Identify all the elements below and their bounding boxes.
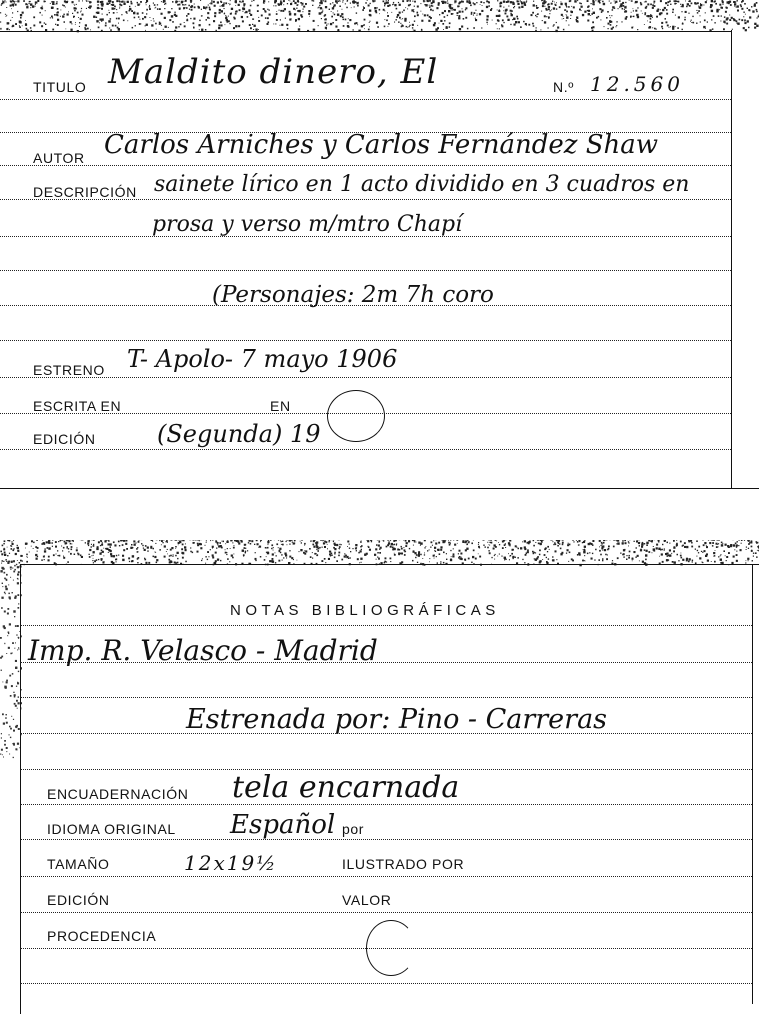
scan-noise-top: [0, 0, 759, 34]
en-label: EN: [270, 398, 291, 414]
numero-label: N.º: [553, 79, 574, 95]
titulo-label: TITULO: [33, 79, 87, 95]
ruled-line: [20, 983, 752, 984]
descripcion-label: DESCRIPCIÓN: [33, 184, 137, 200]
catalog-card-back: [0, 540, 759, 1028]
idioma-value: Español: [230, 810, 336, 840]
ruled-line: [0, 340, 731, 341]
idioma-label: IDIOMA ORIGINAL: [47, 821, 176, 837]
estreno-label: ESTRENO: [33, 362, 105, 378]
autor-label: AUTOR: [33, 150, 85, 166]
ruled-line: [0, 449, 731, 450]
card-frame-top: [20, 564, 759, 565]
ruled-line: [0, 377, 731, 378]
edicion-value: (Segunda) 19: [157, 420, 321, 448]
note-imprenta: Imp. R. Velasco - Madrid: [28, 634, 378, 667]
tamano-value: 12x19½: [184, 851, 278, 875]
encuadernacion-label: ENCUADERNACIÓN: [47, 786, 189, 802]
card-frame-left: [20, 564, 21, 1014]
numero-value: 12.560: [590, 72, 684, 96]
scan-noise-top: [0, 540, 759, 572]
card-frame-right: [752, 564, 753, 1004]
personajes-note: (Personajes: 2m 7h coro: [212, 282, 494, 308]
ruled-line: [0, 165, 731, 166]
edicion-label: EDICIÓN: [33, 431, 96, 447]
valor-label: VALOR: [342, 892, 392, 908]
procedencia-label: PROCEDENCIA: [47, 928, 157, 944]
por-label: por: [342, 821, 365, 837]
ruled-line: [20, 912, 752, 913]
escrita-en-label: ESCRITA EN: [33, 398, 122, 414]
blind-stamp-circle: [327, 390, 385, 442]
titulo-value: Maldito dinero, El: [108, 52, 439, 92]
tamano-label: TAMAÑO: [47, 856, 110, 872]
ruled-line: [20, 625, 752, 626]
autor-value: Carlos Arniches y Carlos Fernández Shaw: [104, 130, 659, 160]
ruled-line: [20, 876, 752, 877]
card-frame-top: [0, 31, 732, 32]
ruled-line: [20, 697, 752, 698]
descripcion-line-1: sainete lírico en 1 acto dividido en 3 cuadros en: [154, 172, 690, 197]
ilustrado-label: ILUSTRADO POR: [342, 856, 465, 872]
ruled-line: [20, 839, 752, 840]
notas-heading: NOTAS BIBLIOGRÁFICAS: [230, 602, 500, 619]
note-estrenada: Estrenada por: Pino - Carreras: [186, 704, 608, 735]
catalog-card-front: [0, 0, 759, 495]
card-frame-bottom: [0, 488, 759, 489]
scan-noise-left: [0, 560, 22, 760]
ruled-line: [0, 270, 731, 271]
blind-stamp-circle: [366, 920, 416, 976]
ruled-line: [0, 99, 731, 100]
encuadernacion-value: tela encarnada: [232, 770, 460, 805]
descripcion-line-2: prosa y verso m/mtro Chapí: [152, 212, 463, 237]
edicion-label: EDICIÓN: [47, 892, 110, 908]
estreno-value: T- Apolo- 7 mayo 1906: [127, 345, 398, 373]
card-frame-right: [731, 30, 732, 488]
